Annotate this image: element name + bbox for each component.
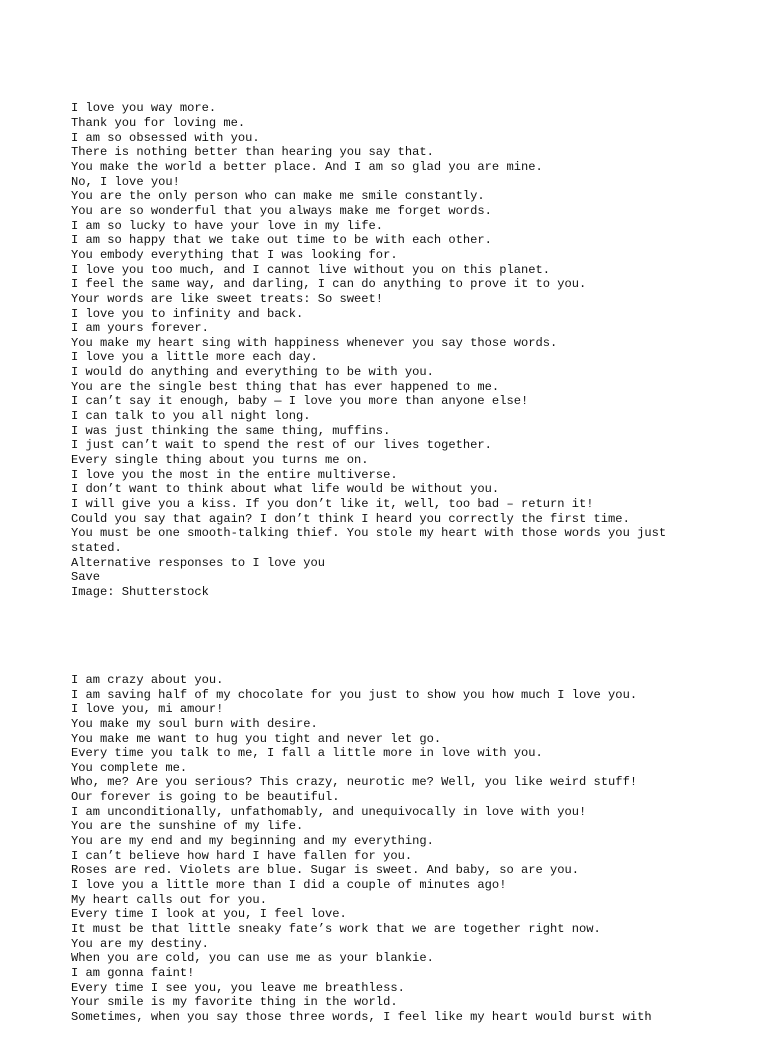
text-line: I love you to infinity and back.: [71, 306, 304, 321]
text-line: I would do anything and everything to be with you.: [71, 365, 434, 380]
text-line: You embody everything that I was looking for.: [71, 247, 398, 262]
text-line: I will give you a kiss. If you don’t like it, well, too bad – return it!: [71, 497, 594, 512]
text-line: You are so wonderful that you always make me forget words.: [71, 203, 492, 218]
text-line: You are the only person who can make me smile constantly.: [71, 189, 485, 204]
text-line: You are the sunshine of my life.: [71, 819, 304, 834]
text-line: I love you way more.: [71, 101, 217, 116]
text-line: I am saving half of my chocolate for you just to show you how much I love you.: [71, 687, 638, 702]
text-line: I love you a little more each day.: [71, 350, 318, 365]
text-line: Save: [71, 570, 101, 585]
text-line: You make my soul burn with desire.: [71, 716, 318, 731]
text-line: When you are cold, you can use me as your blankie.: [71, 951, 434, 966]
text-line: Every single thing about you turns me on.: [71, 453, 369, 468]
text-line: stated.: [71, 541, 122, 555]
text-line: I am so happy that we take out time to be with each other.: [71, 233, 492, 248]
text-line: Image: Shutterstock: [71, 584, 209, 599]
text-line: You complete me.: [71, 760, 188, 775]
text-line: There is nothing better than hearing you say that.: [71, 145, 434, 160]
text-line: You make the world a better place. And I am so glad you are mine.: [71, 159, 543, 174]
text-line: It must be that little sneaky fate’s work that we are together right now.: [71, 922, 601, 937]
text-section-alternative-responses: [71, 673, 711, 1025]
text-line: Roses are red. Violets are blue. Sugar is sweet. And baby, so are you.: [71, 863, 580, 878]
document-body: [71, 72, 711, 1039]
text-line: I can’t say it enough, baby — I love you more than anyone else!: [71, 394, 529, 409]
text-line: I am unconditionally, unfathomably, and unequivocally in love with you!: [71, 804, 587, 819]
text-line: You make my heart sing with happiness whenever you say those words.: [71, 335, 558, 350]
text-line: Every time I see you, you leave me breathless.: [71, 980, 405, 995]
text-line: I feel the same way, and darling, I can do anything to prove it to you.: [71, 277, 587, 292]
text-line: Every time you talk to me, I fall a little more in love with you.: [71, 746, 543, 761]
blank-line: [71, 629, 711, 644]
text-line: I love you too much, and I cannot live without you on this planet.: [71, 262, 550, 277]
text-line: Could you say that again? I don’t think I heard you correctly the first time.: [71, 511, 630, 526]
text-line: You must be one smooth-talking thief. You stole my heart with those words you just: [71, 526, 667, 541]
text-line: You are my end and my beginning and my everything.: [71, 834, 434, 849]
text-line: You are my destiny.: [71, 936, 209, 951]
text-line: I was just thinking the same thing, muffins.: [71, 423, 391, 438]
text-line: I love you, mi amour!: [71, 702, 224, 717]
text-line: I just can’t wait to spend the rest of our lives together.: [71, 438, 492, 453]
text-line: Who, me? Are you serious? This crazy, neurotic me? Well, you like weird stuff!: [71, 775, 638, 790]
text-line: Thank you for loving me.: [71, 115, 246, 130]
text-line: Your words are like sweet treats: So sweet!: [71, 291, 384, 306]
text-line: I am so obsessed with you.: [71, 130, 260, 145]
text-line: Every time I look at you, I feel love.: [71, 907, 347, 922]
text-line: I love you a little more than I did a couple of minutes ago!: [71, 878, 507, 893]
text-line: Your smile is my favorite thing in the world.: [71, 995, 398, 1010]
text-line: I am crazy about you.: [71, 672, 224, 687]
text-line: My heart calls out for you.: [71, 892, 267, 907]
text-section-responses: [71, 101, 711, 599]
text-line: You make me want to hug you tight and never let go.: [71, 731, 442, 746]
text-line: No, I love you!: [71, 174, 180, 189]
text-line: I can talk to you all night long.: [71, 409, 311, 424]
text-line: I can’t believe how hard I have fallen for you.: [71, 848, 413, 863]
text-line: I am yours forever.: [71, 321, 209, 336]
text-line: I don’t want to think about what life would be without you.: [71, 482, 500, 497]
text-line: Our forever is going to be beautiful.: [71, 790, 340, 805]
text-line: Sometimes, when you say those three words, I feel like my heart would burst with: [71, 1009, 652, 1024]
text-line: You are the single best thing that has ever happened to me.: [71, 379, 500, 394]
text-line: I am so lucky to have your love in my life.: [71, 218, 384, 233]
text-line: I am gonna faint!: [71, 966, 195, 981]
text-line: I love you the most in the entire multiverse.: [71, 467, 398, 482]
text-line: Alternative responses to I love you: [71, 555, 326, 570]
